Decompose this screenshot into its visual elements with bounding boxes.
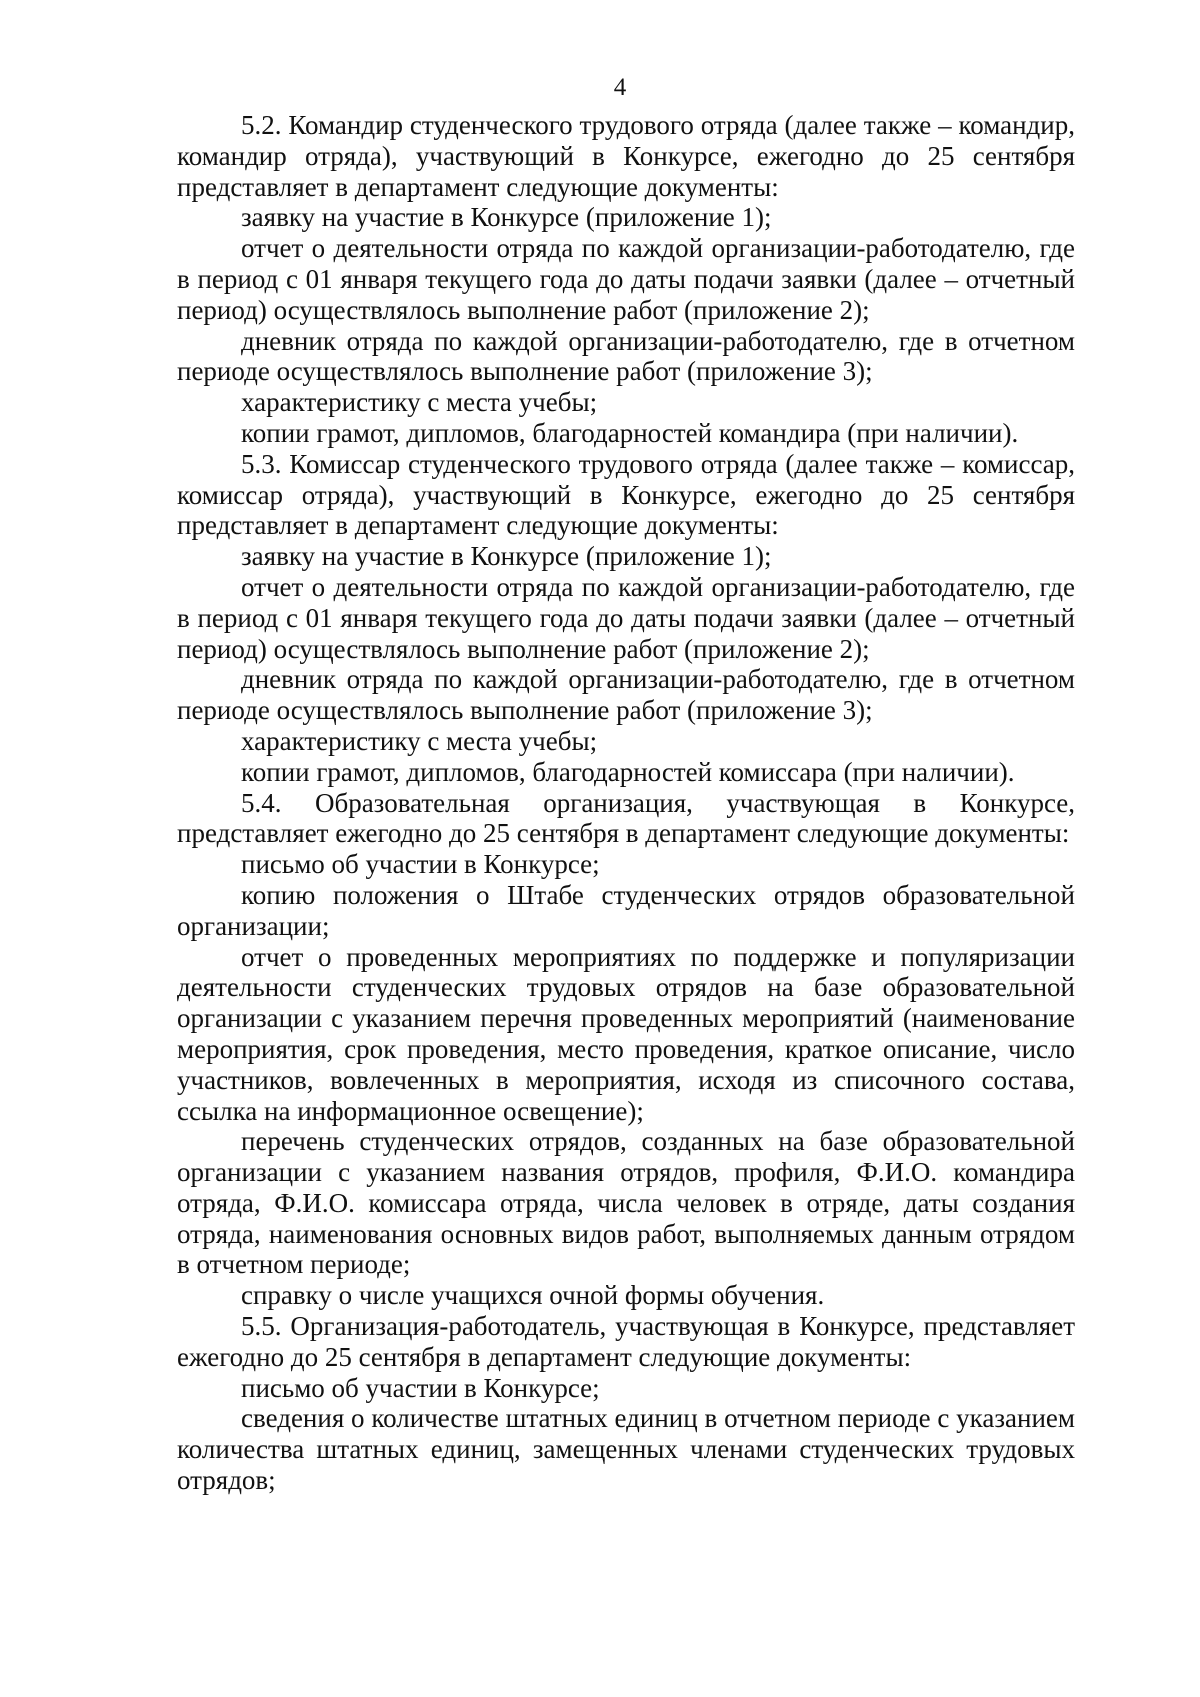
list-item: характеристику с места учебы;: [241, 387, 598, 418]
section-5-3-intro: 5.3. Комиссар студенческого трудового отряда (далее также – комиссар, комиссар отряда), участвующий в Конкурсе, ежегодно до 25 сентября представляет в департамент следующие документы:: [177, 448, 1075, 541]
page-number: 4: [613, 74, 627, 101]
list-item: перечень студенческих отрядов, созданных на базе образовательной организации с указанием названия отрядов, профиля, Ф.И.О. командира отряда, Ф.И.О. комиссара отряда, числа человек в отряде, даты создания отряда, наименования основных видов работ, выполняемых данным отрядом в отчетном периоде;: [177, 1126, 1075, 1280]
list-item: дневник отряда по каждой организации-работодателю, где в отчетном периоде осуществлялось выполнение работ (приложение 3);: [177, 664, 1075, 726]
list-item: письмо об участии в Конкурсе;: [241, 1372, 600, 1403]
list-item: отчет о проведенных мероприятиях по поддержке и популяризации деятельности студенческих трудовых отрядов на базе образовательной организации с указанием перечня проведенных мероприятий (наименование мероприятия, срок проведения, место проведения, краткое описание, число участников, вовлеченных в мероприятия, исходя из списочного состава, ссылка на информационное освещение);: [177, 941, 1075, 1126]
list-item: справку о числе учащихся очной формы обучения.: [241, 1280, 825, 1311]
list-item: сведения о количестве штатных единиц в отчетном периоде с указанием количества штатных единиц, замещенных членами студенческих трудовых отрядов;: [177, 1403, 1075, 1496]
list-item: отчет о деятельности отряда по каждой организации-работодателю, где в период с 01 января текущего года до даты подачи заявки (далее – отчетный период) осуществлялось выполнение работ (приложение 2);: [177, 233, 1075, 325]
list-item: дневник отряда по каждой организации-работодателю, где в отчетном периоде осуществлялось выполнение работ (приложение 3);: [177, 325, 1075, 387]
list-item: отчет о деятельности отряда по каждой организации-работодателю, где в период с 01 января текущего года до даты подачи заявки (далее – отчетный период) осуществлялось выполнение работ (приложение 2);: [177, 571, 1075, 664]
list-item: копии грамот, дипломов, благодарностей командира (при наличии).: [241, 417, 1019, 448]
document-body: [177, 110, 1075, 1496]
list-item: письмо об участии в Конкурсе;: [241, 849, 600, 880]
section-5-4-intro: 5.4. Образовательная организация, участвующая в Конкурсе, представляет ежегодно до 25 сентября в департамент следующие документы:: [177, 787, 1075, 849]
list-item: заявку на участие в Конкурсе (приложение 1);: [241, 202, 772, 233]
section-5-2-intro: 5.2. Командир студенческого трудового отряда (далее также – командир, командир отряда), участвующий в Конкурсе, ежегодно до 25 сентября представляет в департамент следующие документы:: [177, 110, 1075, 202]
section-5-5-intro: 5.5. Организация-работодатель, участвующая в Конкурсе, представляет ежегодно до 25 сентября в департамент следующие документы:: [177, 1311, 1075, 1372]
list-item: заявку на участие в Конкурсе (приложение 1);: [241, 541, 772, 572]
list-item: копию положения о Штабе студенческих отрядов образовательной организации;: [177, 879, 1075, 941]
list-item: копии грамот, дипломов, благодарностей комиссара (при наличии).: [241, 756, 1015, 787]
list-item: характеристику с места учебы;: [241, 725, 598, 756]
